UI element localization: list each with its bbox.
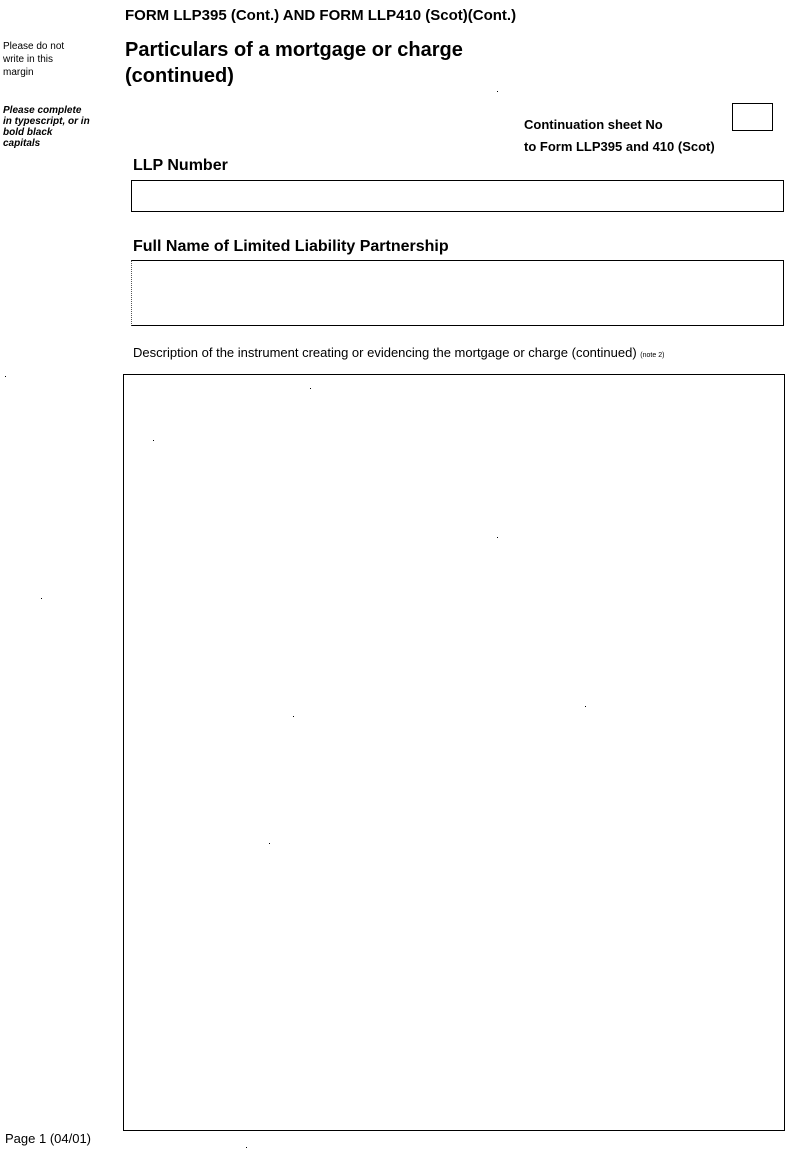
margin-instr-line2: in typescript, or in [3,116,90,127]
description-label [133,345,664,360]
form-reference: FORM LLP395 (Cont.) AND FORM LLP410 (Scot)(Cont.) [125,7,517,24]
margin-instr-line3: bold black [3,127,53,138]
description-label-text: Description of the instrument creating or evidencing the mortgage or charge (continued) [133,345,637,360]
page-footer: Page 1 (04/01) [5,1131,92,1146]
llp-name-field[interactable] [131,260,784,326]
continuation-sheet-number-field[interactable] [732,103,773,131]
llp-name-label: Full Name of Limited Liability Partnership [133,238,449,255]
scan-speck [585,706,586,707]
margin-note-line1: Please do not [3,41,65,52]
description-field[interactable] [123,374,785,1131]
description-note-ref: (note 2) [640,352,665,359]
llp-number-label: LLP Number [133,157,228,174]
margin-note-line2: write in this [3,54,54,65]
margin-instr-line4: capitals [3,138,41,149]
scan-speck [269,843,270,844]
scan-speck [293,716,294,717]
page-title-line2: (continued) [125,65,234,87]
continuation-to-form-label: to Form LLP395 and 410 (Scot) [524,139,715,154]
margin-note-line3: margin [3,67,34,78]
margin-instructions [3,105,103,149]
llp-number-field[interactable] [131,180,784,212]
page-title-line1: Particulars of a mortgage or charge [125,39,463,61]
scan-speck [41,598,42,599]
scan-speck [153,440,154,441]
margin-instr-line1: Please complete [3,105,82,116]
scan-speck [310,388,311,389]
scan-speck [246,1147,247,1148]
continuation-sheet-label: Continuation sheet No [524,117,663,132]
margin-note [3,40,93,79]
scan-speck [5,376,6,377]
scan-speck [497,91,498,92]
page-title [125,37,545,89]
scan-speck [497,537,498,538]
